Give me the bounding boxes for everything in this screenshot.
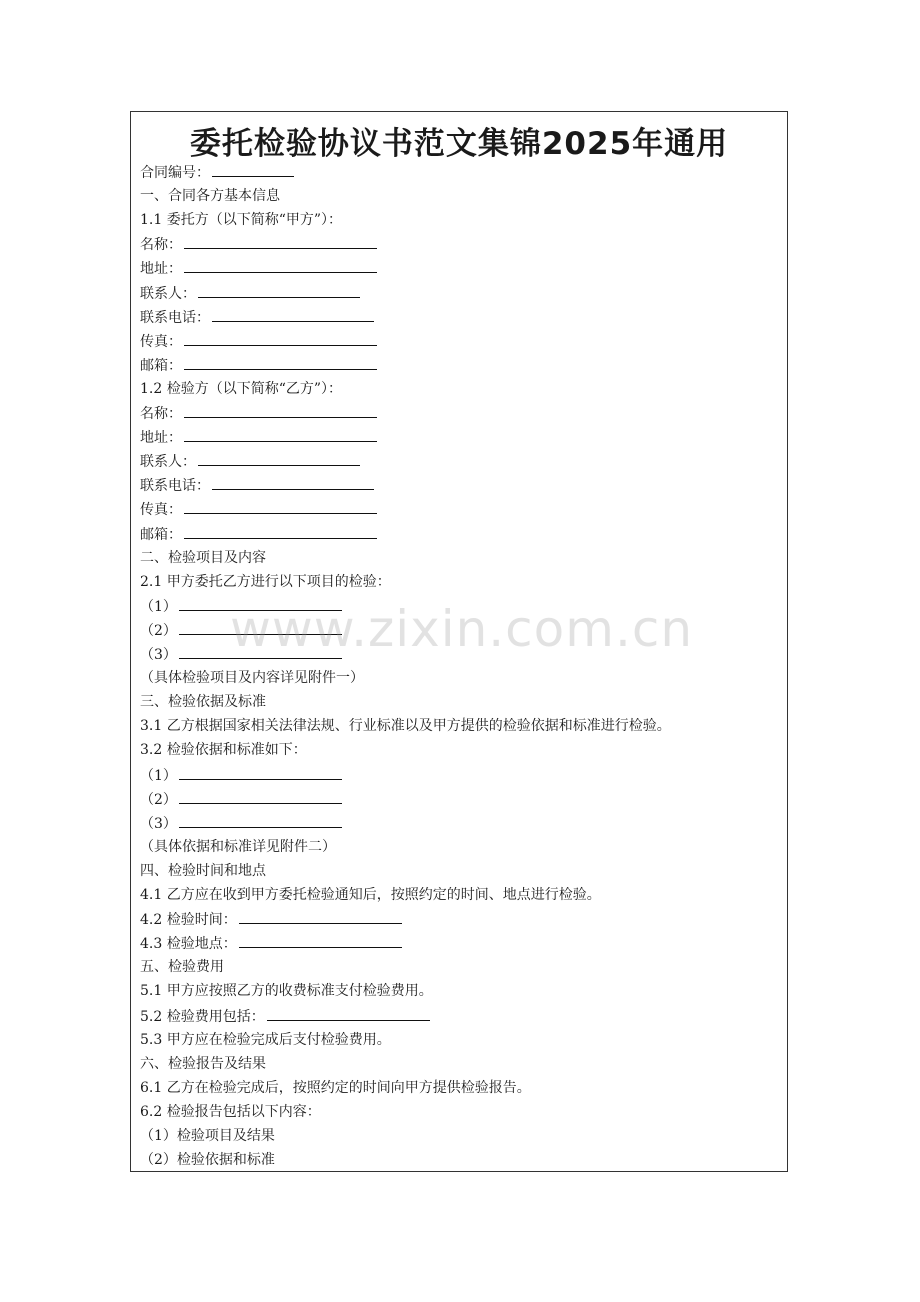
line-text: 名称： <box>140 406 182 422</box>
form-field-line <box>140 451 360 472</box>
fill-in-blank[interactable] <box>212 307 374 322</box>
line-text: 6.1 乙方在检验完成后，按照约定的时间向甲方提供检验报告。 <box>140 1079 531 1096</box>
line-text: 四、检验时间和地点 <box>140 862 266 879</box>
line-text: （1）检验项目及结果 <box>140 1128 275 1144</box>
line-text: 联系电话： <box>140 478 210 495</box>
form-field-line <box>140 307 374 328</box>
text-line <box>140 716 671 736</box>
text-line <box>140 1150 275 1170</box>
text-line <box>140 668 364 688</box>
line-text: （3） <box>140 815 177 832</box>
fill-in-blank[interactable] <box>212 475 374 490</box>
text-line <box>140 861 266 881</box>
form-field-line <box>140 234 377 255</box>
form-field-line <box>140 258 377 279</box>
form-field-line <box>140 427 377 448</box>
line-text: 联系人： <box>140 454 196 471</box>
line-text: （1） <box>140 767 177 784</box>
line-text: （具体检验项目及内容详见附件一） <box>140 670 364 687</box>
fill-in-blank[interactable] <box>179 765 342 780</box>
form-field-line <box>140 355 377 376</box>
line-text: （2）检验依据和标准 <box>140 1152 275 1169</box>
fill-in-blank[interactable] <box>184 234 377 249</box>
fill-in-blank[interactable] <box>212 162 294 177</box>
line-text: 1.1 委托方（以下简称“甲方”）： <box>140 212 343 229</box>
fill-in-blank[interactable] <box>184 403 377 418</box>
text-line <box>140 981 433 1001</box>
line-text: 4.2 检验时间： <box>140 912 237 929</box>
text-line <box>140 186 280 206</box>
fill-in-blank[interactable] <box>267 1006 430 1021</box>
fill-in-blank[interactable] <box>184 427 377 442</box>
text-line <box>140 1078 531 1098</box>
line-text: （3） <box>140 647 177 663</box>
form-field-line <box>140 524 377 545</box>
line-text: （具体依据和标准详见附件二） <box>140 838 336 855</box>
text-line <box>140 379 342 399</box>
fill-in-blank[interactable] <box>198 283 360 298</box>
text-line <box>140 572 391 592</box>
line-text: 传真： <box>140 502 182 519</box>
form-field-line <box>140 933 402 954</box>
text-line <box>140 885 601 905</box>
form-field-line <box>140 403 377 424</box>
fill-in-blank[interactable] <box>239 909 402 924</box>
form-field-line <box>140 283 360 304</box>
fill-in-blank[interactable] <box>184 524 377 539</box>
line-text: 一、合同各方基本信息 <box>140 188 280 205</box>
line-text: 地址： <box>140 261 182 278</box>
text-line <box>140 1030 391 1050</box>
line-text: 联系电话： <box>140 309 210 326</box>
text-line <box>140 957 224 977</box>
line-text: 二、检验项目及内容 <box>140 549 266 566</box>
fill-in-blank[interactable] <box>198 451 360 466</box>
line-text: 地址： <box>140 430 182 447</box>
fill-in-blank[interactable] <box>184 355 377 370</box>
line-text: 5.1 甲方应按照乙方的收费标准支付检验费用。 <box>140 983 433 1000</box>
form-field-line <box>140 475 374 496</box>
text-line <box>140 1126 275 1146</box>
form-field-line <box>140 499 377 520</box>
text-line <box>140 740 307 760</box>
line-text: 邮箱： <box>140 357 182 374</box>
form-field-line <box>140 331 377 352</box>
line-text: 3.1 乙方根据国家相关法律法规、行业标准以及甲方提供的检验依据和标准进行检验。 <box>140 718 671 735</box>
text-line <box>140 1054 266 1074</box>
line-text: 合同编号： <box>140 165 210 181</box>
fill-in-blank[interactable] <box>239 933 402 948</box>
line-text: （2） <box>140 791 177 808</box>
line-text: 五、检验费用 <box>140 959 224 976</box>
line-text: 6.2 检验报告包括以下内容： <box>140 1103 321 1120</box>
line-text: 4.1 乙方应在收到甲方委托检验通知后，按照约定的时间、地点进行检验。 <box>140 887 601 903</box>
line-text: 三、检验依据及标准 <box>140 694 266 711</box>
text-line <box>140 1102 321 1122</box>
text-line <box>140 837 336 857</box>
line-text: 5.2 检验费用包括： <box>140 1008 265 1025</box>
fill-in-blank[interactable] <box>184 258 377 273</box>
line-text: 六、检验报告及结果 <box>140 1055 266 1072</box>
line-text: 邮箱： <box>140 526 182 543</box>
document-title: 委托检验协议书范文集锦2025年通用 <box>189 126 729 162</box>
line-text: 5.3 甲方应在检验完成后支付检验费用。 <box>140 1031 391 1048</box>
line-text: 传真： <box>140 333 182 350</box>
form-field-line <box>140 789 342 810</box>
form-field-line <box>140 765 342 786</box>
line-text: （1） <box>140 598 177 615</box>
watermark: www.zixin.com.cn <box>230 600 694 658</box>
form-field-line <box>140 162 294 183</box>
form-field-line <box>140 909 402 930</box>
line-text: 3.2 检验依据和标准如下： <box>140 742 307 759</box>
text-line <box>140 210 342 230</box>
fill-in-blank[interactable] <box>179 789 342 804</box>
fill-in-blank[interactable] <box>179 813 342 828</box>
line-text: （2） <box>140 622 177 639</box>
form-field-line <box>140 813 342 834</box>
line-text: 名称： <box>140 237 182 254</box>
text-line <box>140 548 266 568</box>
line-text: 4.3 检验地点： <box>140 936 237 953</box>
line-text: 1.2 检验方（以下简称“乙方”）： <box>140 380 343 397</box>
line-text: 2.1 甲方委托乙方进行以下项目的检验： <box>140 573 391 590</box>
fill-in-blank[interactable] <box>184 331 377 346</box>
text-line <box>140 692 266 712</box>
line-text: 联系人： <box>140 285 196 302</box>
form-field-line <box>140 1006 430 1027</box>
fill-in-blank[interactable] <box>184 499 377 514</box>
